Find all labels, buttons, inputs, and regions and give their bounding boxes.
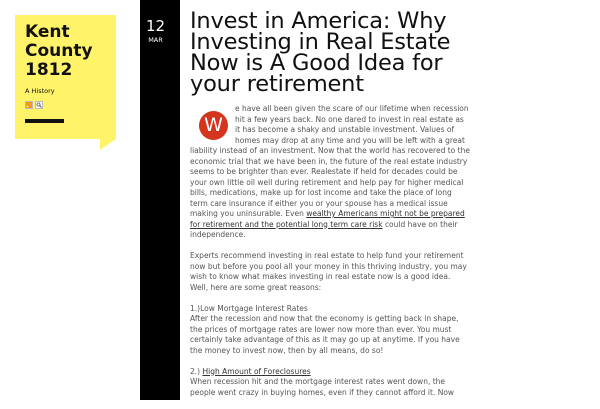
paragraph-text: e have all been given the scare of our lifetime when recession hit a few years back. No one dared to invest in real estate as it has become a shaky and unstable investment. Values of homes may drop at any time and you will be left with a great liability instead of an investment. Now that the world has recovered to the economic trial that we have been in, the future of the real estate industry seems to be brighter than ever. Realestate if held for decades could be your own little oil well during retirement and help pay for higher medical bills, medications, make up for lost income and take the place of long term care insurance if either you or your spouse has a medical issue making you uninsurable. Even bbox=[190, 104, 470, 218]
post-paragraph: Experts recommend investing in real estate to help fund your retirement now but before you pool all your money in this thriving industry, you may wish to know what makes investing in real estate now is a good idea. Well, here are some great reasons: bbox=[190, 251, 467, 292]
post-date-day: 12 bbox=[145, 17, 166, 35]
section-heading: 1.)Low Mortgage Interest Rates bbox=[190, 303, 308, 313]
foreclosures-link[interactable]: High Amount of Foreclosures bbox=[202, 366, 311, 376]
site-title-line: 1812 bbox=[25, 60, 73, 80]
sidebar-speech-tail bbox=[100, 139, 116, 150]
site-title-line: Kent bbox=[25, 22, 70, 42]
paragraph-text: could have on their independence. bbox=[190, 219, 458, 239]
post-date-month: MAR bbox=[148, 36, 163, 44]
sidebar-header-box bbox=[15, 15, 116, 139]
sidebar-icons bbox=[25, 101, 106, 109]
site-title[interactable] bbox=[25, 23, 106, 80]
post-paragraph bbox=[190, 104, 470, 241]
sidebar-divider-bar bbox=[25, 119, 64, 123]
dropcap-letter: W bbox=[199, 111, 228, 140]
site-description: A History bbox=[25, 87, 55, 95]
post-section bbox=[190, 304, 470, 357]
post-title[interactable]: Invest in America: Why Investing in Real Estate Now is A Good Idea for your retirement bbox=[190, 8, 451, 97]
retirement-risk-link[interactable]: wealthy Americans might not be prepared for retirement and the potential long term care risk bbox=[190, 209, 465, 229]
post-section bbox=[190, 367, 470, 399]
site-title-line: County bbox=[25, 41, 93, 61]
post-date-badge bbox=[140, 17, 171, 50]
section-body: When recession hit and the mortgage interest rates went down, the people went crazy in buying homes, even if they cannot afford it. Now bbox=[190, 377, 455, 397]
post-content bbox=[190, 104, 470, 409]
section-body: After the recession and now that the economy is getting back in shape, the prices of mortgage rates are lower now more than ever. You must certainly take advantage of this as it may go up at anytime. If you have the money to invest now, then by all means, do so! bbox=[190, 314, 460, 355]
section-heading-prefix: 2.) bbox=[190, 366, 201, 376]
black-vertical-rule bbox=[140, 0, 180, 400]
rss-icon[interactable] bbox=[25, 101, 33, 109]
search-icon[interactable] bbox=[35, 101, 43, 109]
